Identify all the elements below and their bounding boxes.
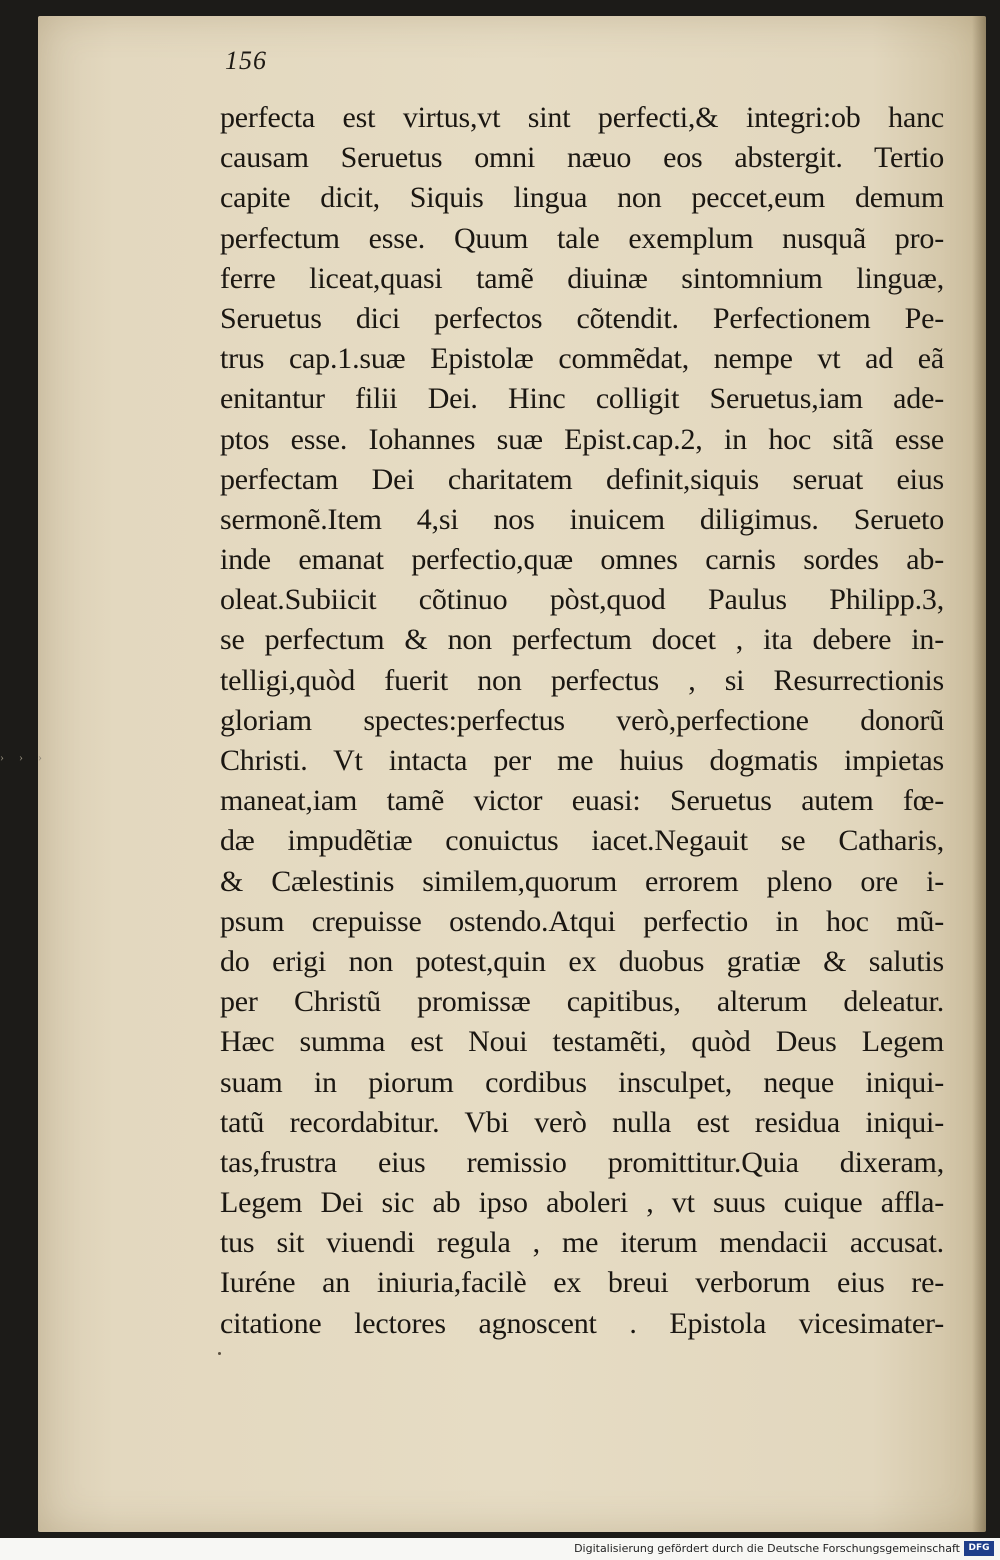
text-line: ferre liceat,quasi tamẽ diuinæ sintomnium linguæ, — [220, 261, 944, 295]
page-edge-shadow — [972, 16, 986, 1532]
text-line: tas,frustra eius remissio promittitur.Quia dixeram, — [220, 1145, 944, 1179]
margin-marks: › › › — [0, 750, 48, 764]
dfg-logo: DFG — [964, 1541, 994, 1556]
ink-speck — [218, 1352, 221, 1355]
funding-credit: Digitalisierung gefördert durch die Deutsche Forschungsgemeinschaft — [574, 1542, 960, 1555]
text-line: Seruetus dici perfectos cõtendit. Perfectionem Pe- — [220, 301, 944, 335]
text-line: Iuréne an iniuria,facilè ex breui verborum eius re- — [220, 1266, 944, 1300]
text-line: gloriam spectes:perfectus verò,perfectione donorũ — [220, 703, 944, 737]
text-line: psum crepuisse ostendo.Atqui perfectio in hoc mũ- — [220, 904, 944, 938]
text-line: maneat,iam tamẽ victor euasi: Seruetus autem fœ- — [220, 784, 944, 818]
text-line: perfectam Dei charitatem definit,siquis seruat eius — [220, 462, 944, 496]
text-line: causam Seruetus omni næuo eos abstergit. Tertio — [220, 141, 944, 175]
text-line: perfectum esse. Quum tale exemplum nusquã pro- — [220, 221, 944, 255]
text-line: inde emanat perfectio,quæ omnes carnis sordes ab- — [220, 543, 944, 577]
text-line: perfecta est virtus,vt sint perfecti,& integri:ob hanc — [220, 101, 944, 134]
text-line: per Christũ promissæ capitibus, alterum deleatur. — [220, 985, 944, 1019]
text-line: suam in piorum cordibus insculpet, neque iniqui- — [220, 1065, 944, 1099]
text-line: citatione lectores agnoscent . Epistola vicesimater- — [220, 1306, 944, 1340]
text-line: & Cælestinis similem,quorum errorem pleno ore i- — [220, 864, 944, 898]
text-line: se perfectum & non perfectum docet , ita debere in- — [220, 623, 944, 657]
text-line: enitantur filii Dei. Hinc colligit Seruetus,iam ade- — [220, 382, 944, 416]
text-line: capite dicit, Siquis lingua non peccet,eum demum — [220, 181, 944, 215]
text-line: tatũ recordabitur. Vbi verò nulla est residua iniqui- — [220, 1105, 944, 1139]
text-line: Legem Dei sic ab ipso aboleri , vt suus cuique affla- — [220, 1186, 944, 1220]
text-line: ptos esse. Iohannes suæ Epist.cap.2, in hoc sitã esse — [220, 422, 944, 456]
text-line: tus sit viuendi regula , me iterum mendacii accusat. — [220, 1226, 944, 1260]
footer-bar — [0, 1538, 1000, 1560]
text-line: telligi,quòd fuerit non perfectus , si Resurrectionis — [220, 663, 944, 697]
text-line: do erigi non potest,quin ex duobus gratiæ & salutis — [220, 944, 944, 978]
text-line: oleat.Subiicit cõtinuo pòst,quod Paulus Philipp.3, — [220, 583, 944, 617]
text-line: Christi. Vt intacta per me huius dogmatis impietas — [220, 744, 944, 777]
text-line: sermonẽ.Item 4,si nos inuicem diligimus. Serueto — [220, 502, 944, 536]
text-line: dæ impudẽtiæ conuictus iacet.Negauit se Catharis, — [220, 824, 944, 858]
page-number: 156 — [225, 46, 267, 75]
page-text-block — [220, 98, 944, 1344]
text-line: trus cap.1.suæ Epistolæ commẽdat, nempe vt ad eã — [220, 342, 944, 376]
text-line: Hæc summa est Noui testamẽti, quòd Deus Legem — [220, 1025, 944, 1059]
